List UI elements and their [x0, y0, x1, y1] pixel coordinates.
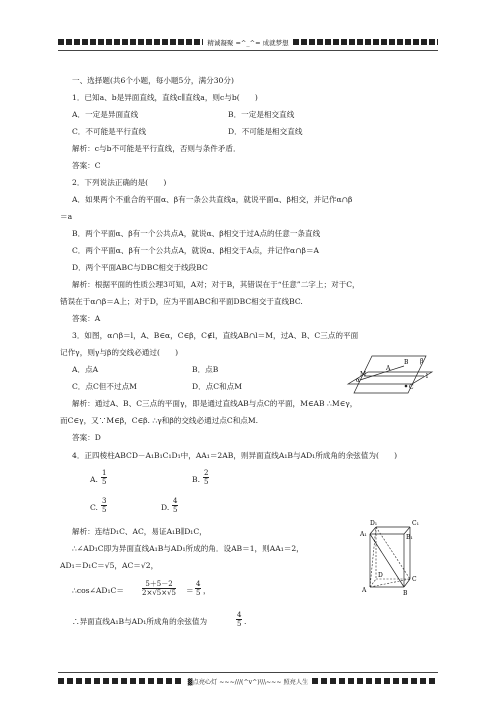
question-2: 2．下列说法正确的是( ) — [72, 178, 167, 187]
q4-option-b-label: B. — [192, 475, 200, 484]
q4-explanation-4-end: ， — [203, 586, 211, 595]
fraction-a-num: 1 — [102, 469, 107, 477]
q3-option-d: D．点C和点M — [192, 382, 243, 391]
page-header — [58, 36, 438, 48]
q3-answer: 答案：D — [72, 433, 101, 442]
cos-value — [195, 580, 201, 597]
q4-explanation-2: ∴∠AD₁C即为异面直线A₁B与AD₁所成的角．设AB＝1，则AA₁＝2， — [72, 544, 304, 553]
q1-explanation: 解析：c与b不可能是平行直线，否则与条件矛盾． — [72, 144, 241, 153]
label-a1: A₁ — [360, 531, 367, 538]
cos-expression-num: 5＋5－2 — [142, 580, 176, 589]
fraction-b-num: 2 — [204, 469, 209, 477]
q3-explanation: 解析：通过A、B、C三点的平面γ，即是通过直线AB与点C的平面，M∈AB ∴M∈γ， — [72, 399, 358, 408]
planes-figure — [346, 346, 436, 396]
q4-explanation-4-pre: ∴cos∠AD₁C＝ — [72, 586, 124, 595]
q4-option-a-label: A. — [90, 475, 98, 484]
fraction-a-den: 5 — [102, 478, 107, 486]
label-m: M — [360, 371, 367, 378]
q2-option-a-cont: ＝a — [60, 212, 73, 221]
fraction-d-den: 5 — [173, 506, 178, 514]
question-3: 3．如图，α∩β＝l，A、B∈α，C∈β，C∉l，直线AB∩l＝M，过A、B、C三点的平面 — [72, 331, 359, 340]
q1-option-d: D．不可能是相交直线 — [228, 127, 303, 136]
question-4: 4．正四棱柱ABCD－A₁B₁C₁D₁中，AA₁＝2AB，则异面直线A₁B与AD₁所成角的余弦值为( ) — [72, 451, 398, 460]
q3-option-a: A．点A — [72, 365, 99, 374]
page-footer — [58, 676, 438, 686]
header-rule — [58, 50, 438, 51]
prism-figure — [360, 517, 430, 597]
header-left-decoration — [58, 39, 203, 45]
label-b: B — [404, 359, 409, 366]
cos-expression — [142, 580, 176, 597]
cos-expression-den: 2×√5×√5 — [142, 589, 177, 597]
label-l: l — [426, 373, 428, 380]
q4-explanation-5: ∴异面直线A₁B与AD₁所成角的余弦值为 — [72, 617, 208, 626]
label-d1: D₁ — [370, 520, 378, 527]
q2-explanation: 解析：根据平面的性质公理3可知，A对；对于B，其错误在于“任意”二字上；对于C， — [72, 280, 360, 289]
label-b1: B₁ — [406, 534, 413, 541]
q4-option-b-value — [203, 469, 209, 486]
q1-option-b: B．一定是相交直线 — [228, 110, 295, 119]
section-title: 一、选择题(共6个小题，每小题5分，满分30分) — [72, 76, 234, 85]
question-3-cont: 记作γ，则γ与β的交线必通过( ) — [60, 348, 179, 357]
label-a: A — [386, 365, 391, 372]
footer-rule — [58, 672, 438, 673]
q1-option-c: C．不可能是平行直线 — [72, 127, 147, 136]
q2-option-b: B．两个平面α、β有一个公共点A，就说α、β相交于过A点的任意一条直线 — [72, 229, 321, 238]
label-c1: C₁ — [412, 520, 419, 527]
header-text: 精诚凝聚 =^_^= 成就梦想 — [207, 38, 289, 47]
footer-left-decoration — [58, 678, 184, 684]
q4-option-c-label: C. — [90, 503, 98, 512]
q4-option-a-value — [101, 469, 107, 486]
fraction-d-num: 4 — [173, 497, 178, 505]
label-beta: β — [420, 358, 424, 365]
q2-explanation-cont: 错误在于α∩β＝A上；对于D，应为平面ABC和平面DBC相交于直线BC. — [60, 297, 303, 306]
q4-explanation-5-end: . — [244, 617, 247, 626]
label-c: C — [412, 576, 417, 583]
q3-option-c: C．点C但不过点M — [72, 382, 137, 391]
point-c — [405, 385, 408, 388]
final-answer — [236, 611, 242, 628]
q1-option-a: A．一定是异面直线 — [72, 110, 139, 119]
q4-explanation-4-eq: ＝ — [186, 586, 194, 595]
footer-right-decoration — [312, 678, 438, 684]
final-answer-num: 4 — [237, 611, 242, 619]
label-b: B — [403, 590, 408, 597]
label-d: D — [378, 572, 383, 579]
q4-option-c-value — [101, 497, 107, 514]
cos-value-num: 4 — [196, 580, 201, 588]
footer-text: ▓点亮心灯 ~~~///(^v^)\\\~~~ 照亮人生 — [187, 678, 309, 686]
q3-option-b: B．点B — [192, 365, 219, 374]
question-1: 1．已知a、b是异面直线，直线c∥直线a，则c与b( ) — [72, 93, 258, 102]
cos-value-den: 5 — [196, 589, 201, 597]
q4-explanation-3: AD₁＝D₁C＝√5，AC＝√2， — [60, 561, 159, 570]
fraction-c-den: 5 — [102, 506, 107, 514]
fraction-c-num: 3 — [102, 497, 107, 505]
header-right-decoration — [293, 39, 438, 45]
final-answer-den: 5 — [237, 620, 242, 628]
q3-explanation-cont: 而C∈γ，又∵M∈β，C∈β. ∴γ和β的交线必通过点C和点M. — [60, 416, 259, 425]
fraction-b-den: 5 — [204, 478, 209, 486]
label-a: A — [362, 587, 367, 594]
q2-option-d: D．两个平面ABC与DBC相交于线段BC — [72, 263, 208, 272]
q1-answer: 答案：C — [72, 161, 101, 170]
q2-answer: 答案：A — [72, 314, 101, 323]
q2-option-a: A．如果两个不重合的平面α、β有一条公共直线a，就说平面α、β相交，并记作α∩β — [72, 195, 353, 204]
q4-explanation-1: 解析：连结D₁C、AC，易证A₁B∥D₁C， — [72, 527, 207, 536]
q4-option-d-value — [172, 497, 178, 514]
label-c: C — [409, 384, 414, 391]
q4-option-d-label: D. — [161, 503, 170, 512]
q2-option-c: C．两个平面α、β有一个公共点A，就说α、β相交于A点，并记作α∩β＝A — [72, 246, 320, 255]
label-alpha: α — [356, 377, 361, 384]
